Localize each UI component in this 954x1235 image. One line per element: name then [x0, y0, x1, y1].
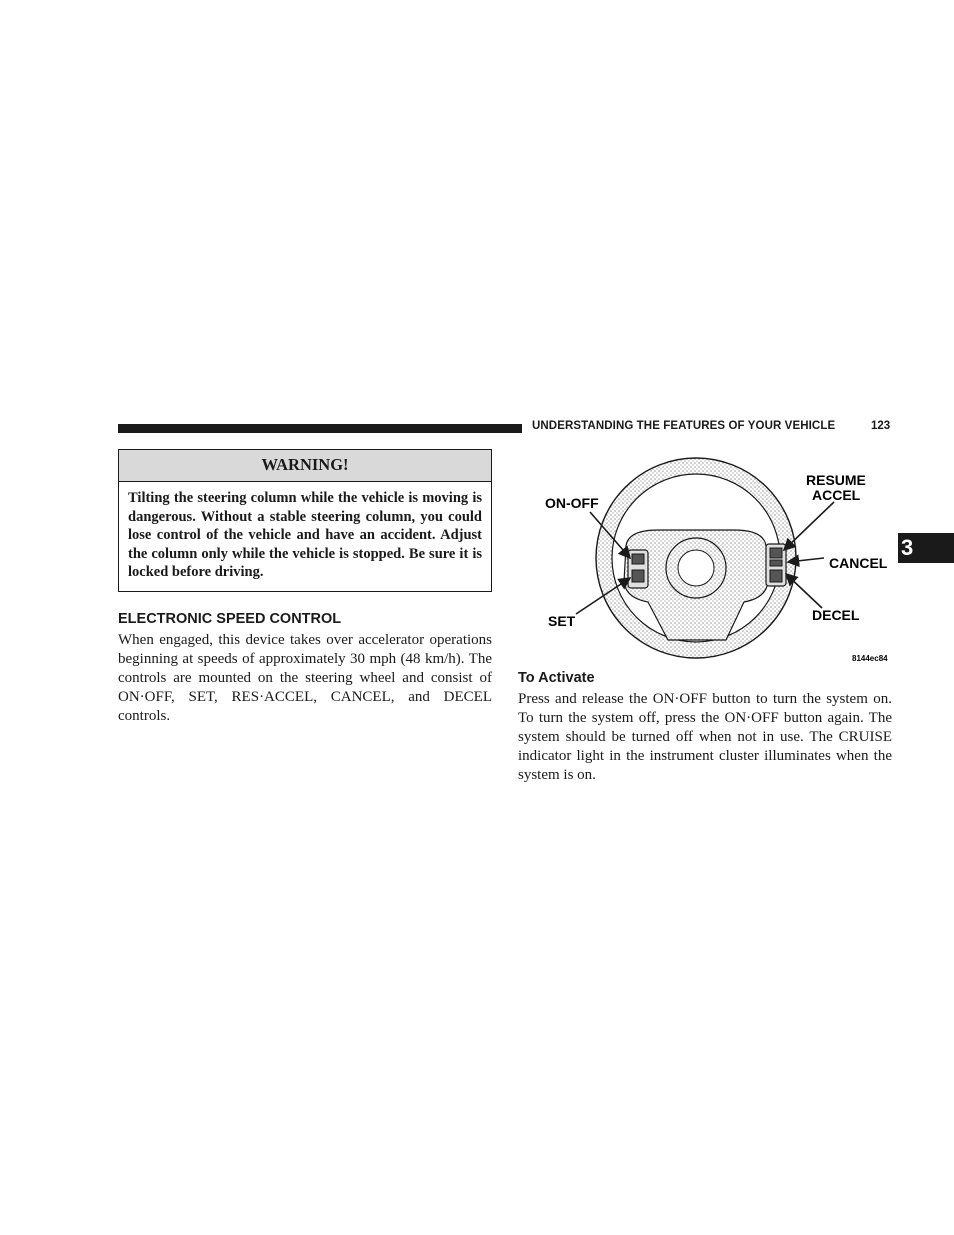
chapter-tab	[898, 533, 954, 563]
to-activate-paragraph: Press and release the ON·OFF button to turn the system on. To turn the system off, press the ON·OFF button again. The system should be turned off when not in use. The CRUISE indicator light in the instrument cluster illuminates when the system is on.	[518, 691, 892, 783]
warning-box	[118, 449, 492, 592]
cancel-switch	[770, 560, 782, 566]
section-heading: ELECTRONIC SPEED CONTROL	[118, 611, 342, 627]
to-activate-heading: To Activate	[518, 670, 595, 686]
chapter-number: 3	[901, 535, 914, 560]
running-header: UNDERSTANDING THE FEATURES OF YOUR VEHICLE	[532, 420, 836, 432]
label-decel: DECEL	[812, 607, 860, 623]
decel-switch	[770, 570, 782, 582]
resume-accel-arrow	[784, 502, 834, 550]
steering-wheel-illustration	[518, 450, 894, 666]
page-number: 123	[871, 420, 891, 432]
label-on-off: ON-OFF	[545, 495, 599, 511]
speed-control-paragraph: When engaged, this device takes over accelerator operations beginning at speeds of approximately 30 mph (48 km/h). The controls are mounted on the steering wheel and consist of ON·OFF, SET, RES·ACCEL, CANCEL, and DECEL controls.	[118, 632, 492, 724]
figure-code: 8144ec84	[852, 654, 888, 663]
label-set: SET	[548, 613, 576, 629]
decel-arrow	[786, 574, 822, 608]
on-off-switch	[632, 554, 644, 564]
header-rule	[118, 424, 522, 433]
label-resume: RESUME	[806, 472, 866, 488]
set-switch	[632, 570, 644, 582]
warning-text: Tilting the steering column while the vehicle is moving is dangerous. Without a stable steering column, you could lose control of the vehicle and have an accident. Adjust the column only while the vehicle is stopped. Be sure it is locked before driving.	[128, 490, 482, 581]
warning-heading: WARNING!	[119, 450, 491, 482]
horn-pad-center	[678, 550, 714, 586]
resume-switch	[770, 548, 782, 558]
label-accel: ACCEL	[812, 487, 861, 503]
steering-wheel-figure	[518, 450, 894, 666]
label-cancel: CANCEL	[829, 555, 888, 571]
